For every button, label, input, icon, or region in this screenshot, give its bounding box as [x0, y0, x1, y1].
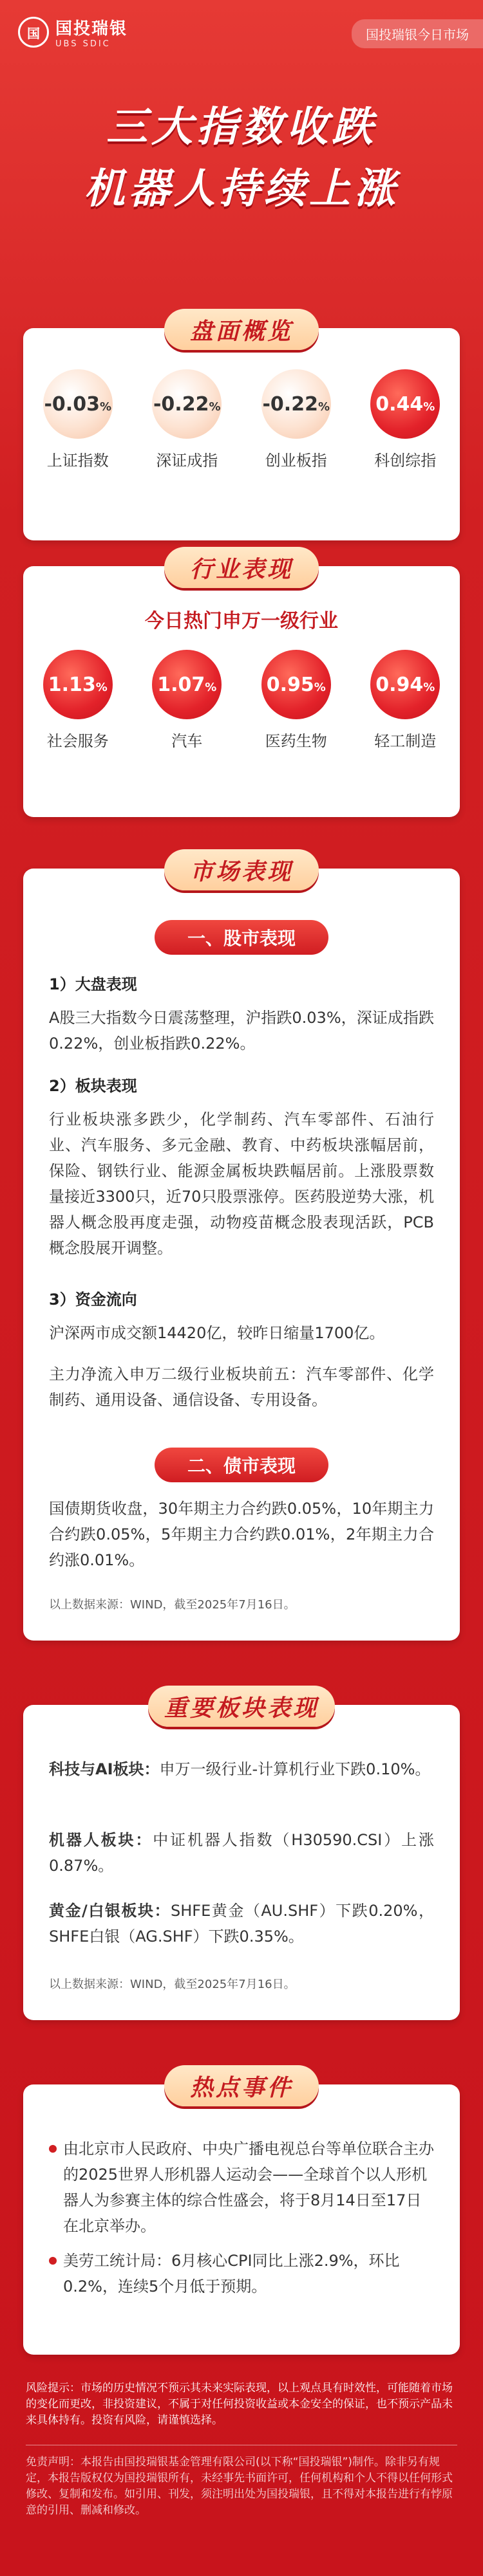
index-bubble: 0.44 % — [370, 369, 440, 439]
index-label: 创业板指 — [265, 452, 327, 470]
header-tag: 国投瑞银今日市场 — [352, 19, 483, 48]
industry-subtitle: 今日热门申万一级行业 — [145, 610, 338, 632]
disclaimer: 免责声明：本报告由国投瑞银基金管理有限公司(以下称“国投瑞银”)制作。除非另有规定，本报告版权仅为国投瑞银所有，未经事先书面许可，任何机构和个人不得以任何形式修改、复制和发布。如引用、刊发，须注明出处为国投瑞银，且不得对本报告进行有悖原意的引用、删减和修改。 — [26, 2456, 453, 2517]
market-title: 市场表现 — [164, 849, 319, 890]
sector-tech: 科技与AI板块：申万一级行业-计算机行业下跌0.10%。 — [49, 1760, 431, 1778]
event-item: 由北京市人民政府、中央广播电视总台等单位联合主办的2025世界人形机器人运动会——全球首个以人形机器人为参赛主体的综合性盛会，将于8月14日至17日在北京举办。 — [49, 2136, 434, 2239]
market-p4: 主力净流入申万二级行业板块前五：汽车零部件、化学制药、通用设备、通信设备、专用设备。 — [49, 1365, 434, 1409]
header — [0, 0, 483, 71]
overview-item — [251, 369, 341, 470]
sector-gold-silver: 黄金/白银板块：SHFE黄金（AU.SHF）下跌0.20%，SHFE白银（AG.SHF）下跌0.35%。 — [49, 1902, 434, 1946]
index-label: 科创综指 — [374, 452, 437, 470]
overview-card — [23, 318, 460, 540]
sectors-card — [23, 1695, 460, 2020]
stock-section-pill: 一、股市表现 — [155, 920, 328, 955]
bond-section-pill: 二、债市表现 — [155, 1448, 328, 1482]
events-title: 热点事件 — [164, 2065, 319, 2106]
market-source: 以上数据来源：WIND，截至2025年7月16日。 — [49, 1598, 296, 1612]
market-h1: 1）大盘表现 — [49, 975, 137, 993]
sectors-source: 以上数据来源：WIND，截至2025年7月16日。 — [49, 1978, 296, 1991]
logo-icon: 国 — [18, 17, 49, 48]
industry-bubble: 1.07 % — [152, 650, 222, 719]
industry-item — [142, 650, 232, 751]
industry-label: 社会服务 — [46, 732, 109, 750]
market-p2: 行业板块涨多跌少，化学制药、汽车零部件、石油行业、汽车服务、多元金融、教育、中药板块涨幅居前，保险、钢铁行业、能源金属板块跌幅居前。上涨股票数量接近3300只，近70只股票涨停。医药股逆势大涨，机器人概念股再度走强，动物疫苗概念股表现活跃，PCB概念股展开调整。 — [49, 1110, 434, 1257]
industry-bubble: 0.94 % — [370, 650, 440, 719]
headline-line-2: 机器人持续上涨 — [84, 165, 399, 213]
bullet-icon — [49, 2145, 57, 2153]
overview-item — [360, 369, 450, 470]
events-list — [49, 2136, 434, 2308]
event-item: 美劳工统计局：6月核心CPI同比上涨2.9%，环比0.2%，连续5个月低于预期。 — [49, 2248, 434, 2299]
index-bubble: -0.22 % — [261, 369, 331, 439]
industry-bubble: 1.13 % — [43, 650, 113, 719]
overview-bubbles — [23, 369, 460, 470]
overview-item — [33, 369, 123, 470]
index-bubble: -0.22 % — [152, 369, 222, 439]
sector-robot: 机器人板块：中证机器人指数（H30590.CSI）上涨0.87%。 — [49, 1831, 435, 1875]
market-h2: 2）板块表现 — [49, 1077, 137, 1095]
events-card — [23, 2074, 460, 2355]
industry-bubble: 0.95 % — [261, 650, 331, 719]
overview-item — [142, 369, 232, 470]
index-bubble: -0.03 % — [43, 369, 113, 439]
industry-label: 医药生物 — [265, 732, 327, 750]
industry-label: 汽车 — [171, 732, 203, 750]
overview-title: 盘面概览 — [164, 309, 319, 350]
headline-line-1: 三大指数收跌 — [106, 104, 377, 151]
market-p3: 沪深两市成交额14420亿，较昨日缩量1700亿。 — [49, 1324, 385, 1342]
market-h3: 3）资金流向 — [49, 1291, 137, 1309]
sectors-title: 重要板块表现 — [148, 1686, 335, 1727]
industry-item — [360, 650, 450, 751]
market-p1: A股三大指数今日震荡整理，沪指跌0.03%，深证成指跌0.22%，创业板指跌0.22%。 — [49, 1009, 434, 1053]
industry-title: 行业表现 — [164, 547, 319, 588]
logo — [18, 15, 128, 49]
market-card — [23, 858, 460, 1641]
risk-notice: 风险提示：市场的历史情况不预示其未来实际表现，以上观点具有时效性，可能随着市场的变化而更改，非投资建议，不属于对任何投资收益或本金安全的保证，也不预示产品未来具体持有。投资有风险，请谨慎选择。 — [26, 2382, 453, 2427]
industry-bubbles — [23, 650, 460, 751]
market-p5: 国债期货收盘，30年期主力合约跌0.05%，10年期主力合约跌0.05%，5年期主力合约跌0.01%，2年期主力合约涨0.01%。 — [49, 1500, 434, 1569]
logo-en: UBS SDIC — [55, 39, 111, 49]
index-label: 深证成指 — [156, 452, 218, 470]
industry-card — [23, 556, 460, 817]
industry-label: 轻工制造 — [374, 732, 437, 750]
industry-item — [251, 650, 341, 751]
bullet-icon — [49, 2257, 57, 2265]
headline — [0, 97, 483, 220]
logo-cn: 国投瑞银 — [55, 19, 128, 39]
index-label: 上证指数 — [46, 452, 109, 470]
industry-item — [33, 650, 123, 751]
